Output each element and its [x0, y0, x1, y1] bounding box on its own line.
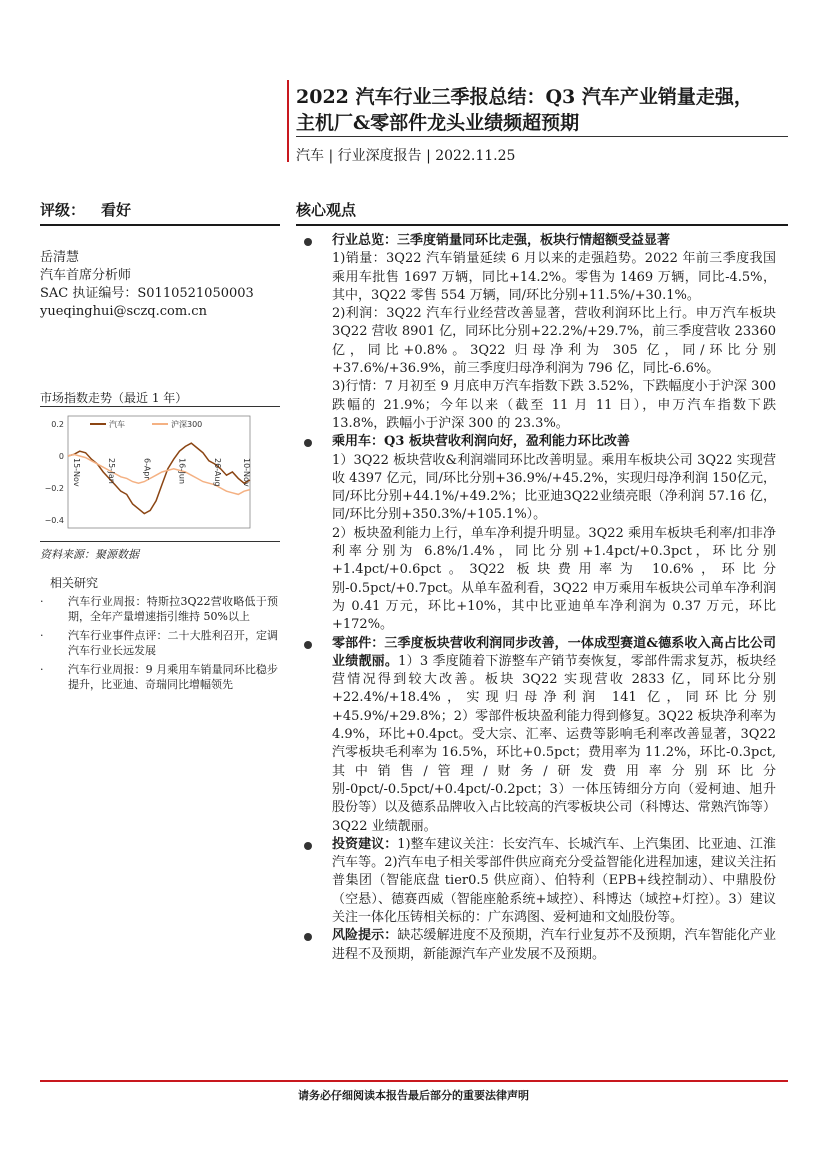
bullet-risk: [296, 927, 776, 964]
bullet-paragraph: 3)行情：7 月初至 9 月底申万汽车指数下跌 3.52%，下跌幅度小于沪深 300 跌幅的 21.9%；今年以来（截至 11 月 11 日），申万汽车指数下跌 13.8%，跌幅小于沪深 300 的 23.3%。: [332, 379, 776, 431]
bullet-paragraph: 1)销量：3Q22 汽车销量延续 6 月以来的走强趋势。2022 年前三季度我国乘用车批售 1697 万辆，同比+14.2%。零售为 1469 万辆，同比-4.5%，其中，3Q22 零售 554 万辆，同/环比分别+11.5%/+30.1%。: [332, 251, 776, 303]
related-research-list: [40, 594, 280, 696]
chart-source: 资料来源：聚源数据: [40, 548, 139, 561]
analyst-name: 岳清慧: [40, 250, 80, 265]
core-views-body: [296, 232, 776, 964]
bullet-industry-overview: [296, 232, 776, 433]
report-subtitle: 汽车 | 行业深度报告 | 2022.11.25: [296, 148, 516, 164]
bullet-heading: 行业总览：三季度销量同环比走强，板块行情超额受益显著: [332, 233, 671, 248]
core-views-title: 核心观点: [296, 201, 357, 219]
bullet-dot: ·: [40, 663, 44, 676]
bullet-dot: [304, 439, 312, 447]
x-tick-label: 16-Jun: [177, 458, 187, 485]
rating-divider: [40, 224, 280, 226]
market-chart-title: 市场指数走势（最近 1 年）: [40, 391, 188, 405]
analyst-sac: SAC 执证编号：S0110521050003: [40, 286, 254, 301]
market-chart-bottom-rule: [40, 541, 280, 542]
bullet-paragraph: 2)利润：3Q22 汽车行业经营改善显著，营收利润环比上行。申万汽车板块 3Q22 营收 8901 亿，同环比分别+22.2%/+29.7%，前三季度营收 23360 亿，同比+0.8%。3Q22 归母净利为 305 亿，同/环比分别+37.6%/+36.9%，前三季度归母净利润为 796 亿，同比-6.6%。: [332, 306, 776, 377]
bullet-heading: 风险提示：: [332, 928, 398, 944]
related-item-text: 汽车行业周报：9 月乘用车销量同环比稳步提升，比亚迪、奇瑞同比增幅领先: [68, 663, 278, 691]
related-item[interactable]: [40, 594, 280, 624]
footer-disclaimer: 请务必仔细阅读本报告最后部分的重要法律声明: [298, 1089, 529, 1102]
report-title-line2: 主机厂&零部件龙头业绩频超预期: [296, 112, 580, 134]
x-tick-label: 25-Jan: [107, 458, 117, 484]
analyst-info: [40, 249, 254, 321]
bullet-heading: 乘用车：Q3 板块营收利润向好，盈利能力环比改善: [332, 434, 630, 450]
bullet-investment-advice: [296, 836, 776, 927]
y-tick-label: −0.4: [44, 516, 64, 525]
bullet-dot: [304, 933, 312, 941]
market-chart: [40, 410, 280, 538]
rating-label: 评级：: [40, 201, 86, 219]
bullet-heading: 零部件：三季度板块营收利润同步改善，一体成型赛道&德系收入高占比公司业绩靓丽。: [332, 635, 776, 669]
analyst-email[interactable]: yueqinghui@sczq.com.cn: [40, 304, 207, 319]
analyst-role: 汽车首席分析师: [40, 268, 132, 283]
legend-label-hs300: 沪深300: [171, 420, 203, 429]
related-item[interactable]: [40, 628, 280, 658]
bullet-text: 1)整车建议关注：长安汽车、长城汽车、上汽集团、比亚迪、江淮汽车等。2)汽车电子相关零部件供应商充分受益智能化进程加速，建议关注拓普集团（智能底盘 tier0.5 供应商）、伯特利（EPB+线控制动）、中鼎股份（空悬）、德赛西威（智能座舱系统+域控）、科博达（域控+灯控）。3）建议关注一体化压铸相关标的：广东鸿图、爱柯迪和文灿股份等。: [332, 836, 776, 925]
bullet-paragraph: 2）板块盈利能力上行，单车净利提升明显。3Q22 乘用车板块毛利率/扣非净利率分别为 6.8%/1.4%，同比分别+1.4pct/+0.3pct，环比分别+1.4pct/+0.6pct。3Q22 板块费用率为 10.6%，环比分别-0.5pct/+0.7pct。从单车盈利看，3Q22 申万乘用车板块公司单车净利润为 0.41 万元，环比+10%，其中比亚迪单车净利润为 0.37 万元，环比+172%。: [332, 525, 776, 633]
bullet-text: 缺芯缓解进度不及预期，汽车行业复苏不及预期，汽车智能化产业进程不及预期，新能源汽车产业发展不及预期。: [332, 928, 776, 962]
header-accent-bar: [287, 80, 289, 162]
footer-divider: [40, 1080, 788, 1082]
related-research-title: 相关研究: [50, 576, 99, 590]
rating: [40, 199, 131, 220]
bullet-paragraph: [332, 836, 776, 927]
bullet-dot: [304, 641, 312, 649]
bullet-text: 1）3 季度随着下游整车产销节奏恢复，零部件需求复苏，板块经营情况得到较大改善。板块 3Q22 实现营收 2833 亿，同环比分别+22.4%/+18.4%，实现归母净利润 141 亿，同环比分别+45.9%/+29.8%；2）零部件板块盈利能力得到修复。3Q22 板块净利率为 4.9%，环比+0.4pct。受大宗、汇率、运费等影响毛利率改善显著，3Q22 汽零板块毛利率为 16.5%，环比+0.5pct；费用率为 11.2%，环比-0.3pct,其中销售/管理/财务/研发费用率分别环比分别-0pct/-0.5pct/+0.4pct/-0.2pct；3）一体压铸细分方向（爱柯迪、旭升股份等）以及德系品牌收入占比较高的汽零板块公司（科博达、常熟汽饰等）3Q22 业绩靓丽。: [332, 653, 776, 834]
related-item-text: 汽车行业事件点评：二十大胜利召开，定调汽车行业长远发展: [68, 629, 278, 657]
x-tick-label: 15-Nov: [71, 458, 81, 487]
market-chart-top-rule: [40, 406, 280, 407]
bullet-dot: [304, 238, 312, 246]
x-tick-label: 10-Nov: [242, 458, 252, 487]
related-item[interactable]: [40, 662, 280, 692]
bullet-passenger-car: [296, 433, 776, 634]
bullet-paragraph: [332, 927, 776, 964]
legend-label-auto: 汽车: [109, 420, 125, 429]
bullet-components: [296, 635, 776, 836]
rating-value: 看好: [101, 201, 132, 219]
x-tick-label: 26-Aug: [212, 458, 222, 487]
report-title: [296, 84, 796, 136]
market-chart-svg: [40, 410, 280, 538]
y-tick-label: 0.2: [51, 420, 64, 429]
related-item-text: 汽车行业周报：特斯拉3Q22营收略低于预期，全年产量增速指引维持 50%以上: [68, 595, 278, 623]
title-divider: [296, 136, 788, 137]
report-title-line1: 2022 汽车行业三季报总结：Q3 汽车产业销量走强，: [296, 86, 753, 108]
bullet-dot: [304, 842, 312, 850]
bullet-dot: ·: [40, 629, 44, 642]
bullet-dot: ·: [40, 595, 44, 608]
y-tick-label: 0: [58, 452, 64, 461]
bullet-paragraph: [332, 635, 776, 836]
core-views-divider: [296, 224, 788, 226]
bullet-paragraph: 1）3Q22 板块营收&利润端同环比改善明显。乘用车板块公司 3Q22 实现营收 4397 亿元，同/环比分别+36.9%/+45.2%，实现归母净利润 150亿元，同/环比分别+44.1%/+49.2%；比亚迪3Q22业绩亮眼（净利润 57.16 亿，同/环比分别+350.3%/+105.1%）。: [332, 452, 776, 523]
y-tick-label: −0.2: [44, 484, 64, 493]
x-tick-label: 6-Apr: [142, 458, 152, 480]
bullet-heading: 投资建议：: [332, 836, 398, 852]
